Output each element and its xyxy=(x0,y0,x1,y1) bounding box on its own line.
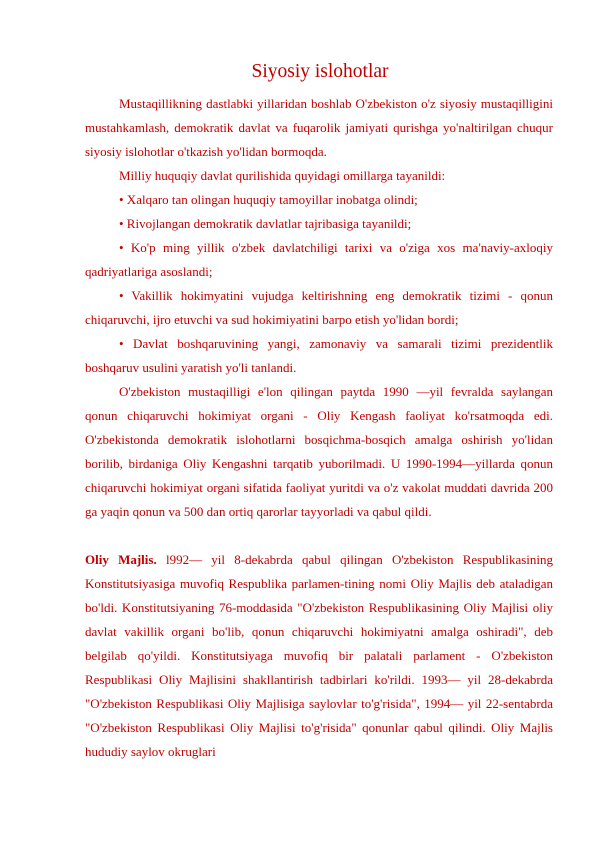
majlis-paragraph xyxy=(85,548,553,764)
intro-paragraph: Mustaqillikning dastlabki yillaridan boshlab O'zbekiston o'z siyosiy mustaqilligini mustahkamlash, demokratik davlat va fuqarolik jamiyati qurishga yo'naltirilgan chuqur siyosiy islohotlar o'tkazish yo'lidan bormoqda. xyxy=(85,96,553,159)
principle-item-5: • Davlat boshqaruvining yangi, zamonaviy va samarali tizimi prezidentlik boshqaruv usulini yaratish yo'li tanlandi. xyxy=(85,336,553,375)
principle-item-3: • Ko'p ming yillik o'zbek davlatchiligi tarixi va o'ziga xos ma'naviy-axloqiy qadriyatlariga asoslandi; xyxy=(85,240,553,279)
document-body xyxy=(85,92,553,764)
principle-item-2: • Rivojlangan demokratik davlatlar tajribasiga tayanildi; xyxy=(119,216,412,231)
parliament-paragraph: O'zbekiston mustaqilligi e'lon qilingan paytda 1990 —yil fevralda saylangan qonun chiqaruvchi hokimiyat organi - Oliy Kengash faoliyat ko'rsatmoqda edi. O'zbekistonda demokratik islohotlarni bosqichma-bosqich amalga oshirish yo'lidan borilib, birdaniga Oliy Kengashni tarqatib yuborilmadi. U 1990-1994—yillarda qonun chiqaruvchi hokimiyat organi sifatida faoliyat yuritdi va o'z vakolat muddati davrida 200 ga yaqin qonun va 500 dan ortiq qarorlar tayyorladi va qabul qildi. xyxy=(85,384,553,519)
page-title: Siyosiy islohotlar xyxy=(251,61,389,82)
paragraph-gap xyxy=(85,524,553,548)
majlis-heading: Oliy Majlis. xyxy=(85,552,157,567)
principles-lead: Milliy huquqiy davlat qurilishida quyidagi omillarga tayanildi: xyxy=(119,168,446,183)
principle-item-4: • Vakillik hokimyatini vujudga keltirishning eng demokratik tizimi - qonun chiqaruvchi, ijro etuvchi va sud hokimiyatini barpo etish yo'lidan bordi; xyxy=(85,288,553,327)
majlis-text: l992— yil 8-dekabrda qabul qilingan O'zbekiston Respublikasining Konstitutsiyasiga muvofiq Respublika parlamen-tining nomi Oliy Majlis deb ataladigan bo'ldi. Konstitutsiyaning 76-moddasida "O'zbekiston Respublikasining Oliy Majlisi oliy davlat vakillik organi bo'lib, qonun chiqaruvchi hokimiyatni amalga oshiradi", deb belgilab qo'yildi. Konstitutsiyaga muvofiq bir palatali parlament - O'zbekiston Respublikasi Oliy Majlisini shakllantirish tadbirlari ko'rildi. 1993— yil 28-dekabrda "O'zbekiston Respublikasi Oliy Majlisiga saylovlar to'g'risida", 1994— yil 22-sentabrda "O'zbekiston Respublikasi Oliy Majlisi to'g'risida" qonunlar qabul qilindi. Oliy Majlis hududiy saylov okruglari xyxy=(85,552,554,759)
principle-item-1: • Xalqaro tan olingan huquqiy tamoyillar inobatga olindi; xyxy=(119,192,418,207)
